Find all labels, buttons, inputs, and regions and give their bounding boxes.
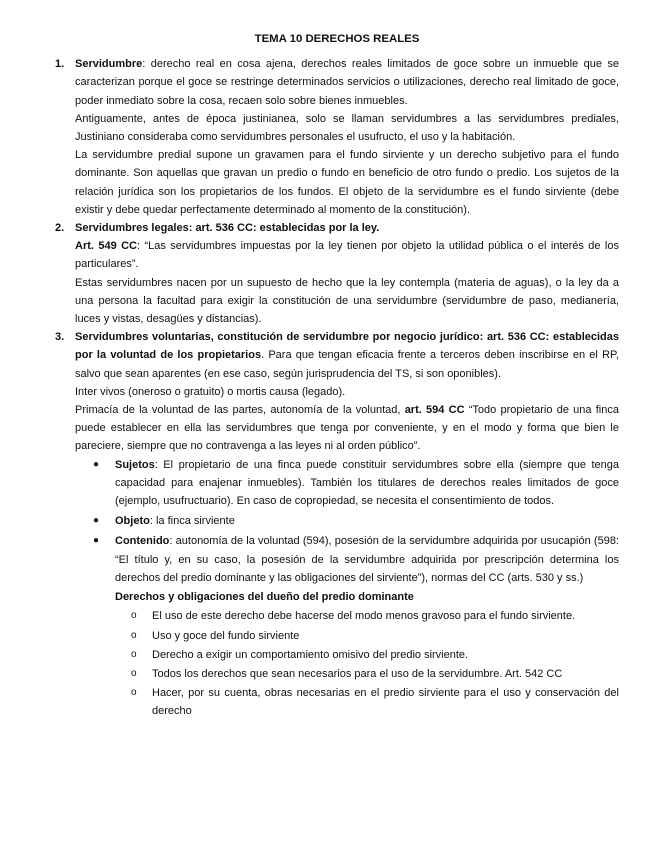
sub-item-text: Uso y goce del fundo sirviente	[152, 629, 300, 642]
section-heading: Servidumbres voluntarias, constitución de servidumbre por negocio jurídico: art. 536 CC: establecidas por la voluntad de los propietarios	[75, 331, 619, 362]
bullet-term: Sujetos	[115, 458, 155, 471]
paragraph: Estas servidumbres nacen por un supuesto de hecho que la ley contempla (materia de aguas), o la ley da a una persona la facultad para exigir la constitución de una servidumbre (servidumbre de paso, medianería, luces y vistas, desagües y distancias).	[75, 276, 619, 326]
sub-item-text: Todos los derechos que sean necesarios para el uso de la servidumbre. Art. 542 CC	[152, 667, 563, 680]
bullet-icon: ●	[93, 458, 100, 470]
sub-list-item	[131, 665, 619, 683]
paragraph	[75, 237, 619, 273]
paragraph	[75, 328, 619, 383]
bullet-text	[115, 532, 619, 587]
bullet-item-objeto	[93, 512, 619, 530]
sub-list-item	[131, 684, 619, 720]
paragraph: Inter vivos (oneroso o gratuito) o mortis causa (legado).	[75, 385, 346, 398]
main-list	[55, 55, 619, 720]
subheading: Derechos y obligaciones del dueño del predio dominante	[115, 591, 414, 604]
sub-list-item	[131, 627, 619, 645]
circle-bullet-icon: o	[131, 610, 137, 622]
bullet-text	[115, 456, 619, 511]
bullet-item-sujetos	[93, 456, 619, 511]
section-number: 3.	[55, 331, 65, 344]
circle-bullet-icon: o	[131, 667, 137, 679]
section-servidumbre	[55, 55, 619, 219]
sub-list-item	[131, 646, 619, 664]
circle-bullet-icon: o	[131, 629, 137, 641]
article-ref: art. 594 CC	[404, 404, 465, 417]
paragraph-text: : “Las servidumbres impuestas por la ley tienen por objeto la utilidad pública o el interés de los particulares”.	[75, 240, 619, 271]
bullet-term: Contenido	[115, 535, 170, 548]
section-number: 2.	[55, 222, 65, 235]
paragraph-text: Primacía de la voluntad de las partes, autonomía de la voluntad,	[75, 404, 405, 417]
sub-item-text: Derecho a exigir un comportamiento omisivo del predio sirviente.	[152, 648, 469, 661]
sub-item-text: Hacer, por su cuenta, obras necesarias en el predio sirviente para el uso y conservación del derecho	[152, 687, 619, 718]
sub-list	[115, 607, 619, 720]
bullet-desc: : autonomía de la voluntad (594), posesión de la servidumbre adquirida por usucapión (598: “El título y, en su caso, la posesión de la servidumbre adquirida por prescripción determina los derechos del predio dominante y las obligaciones del sirviente”), normas del CC (arts. 530 y ss.)	[115, 535, 619, 584]
article-ref: Art. 549 CC	[75, 240, 137, 253]
bullet-icon: ●	[93, 515, 100, 527]
section-servidumbres-voluntarias	[55, 328, 619, 720]
circle-bullet-icon: o	[131, 648, 137, 660]
bullet-list	[75, 456, 619, 721]
section-servidumbres-legales	[55, 219, 619, 328]
circle-bullet-icon: o	[131, 687, 137, 699]
paragraph	[75, 401, 619, 456]
sub-item-text: El uso de este derecho debe hacerse del modo menos gravoso para el fundo sirviente.	[152, 610, 576, 623]
sub-list-item	[131, 607, 619, 625]
paragraph	[75, 219, 619, 237]
page-title: TEMA 10 DERECHOS REALES	[254, 33, 420, 45]
paragraph-text: . Para que tengan eficacia frente a terceros deben inscribirse en el RP, salvo que sean aparentes (en ese caso, según jurisprudencia del TS, si son oponibles).	[75, 349, 619, 380]
bullet-icon: ●	[93, 535, 100, 547]
section-number: 1.	[55, 58, 65, 71]
paragraph-text: : derecho real en cosa ajena, derechos reales limitados de goce sobre un inmueble que se caracterizan porque el goce se restringe determinados servicios o utilizaciones, derecho real limitado de goce, poder inmediato sobre la cosa, recaen solo sobre bienes inmuebles.	[75, 58, 619, 107]
bullet-item-contenido	[93, 532, 619, 720]
paragraph: La servidumbre predial supone un gravamen para el fundo sirviente y un derecho subjetivo para el fundo dominante. Son aquellas que gravan un predio o fundo en beneficio de otro fundo o predio. Los sujetos de la relación jurídica son los propietarios de los fundos. El objeto de la servidumbre es el fundo sirviente (debe existir y debe quedar perfectamente determinado al momento de la constitución).	[75, 149, 619, 216]
paragraph-text: “Todo propietario de una finca puede establecer en ella las servidumbres que tenga por conveniente, y en el modo y forma que bien le pareciere, siempre que no contravenga a las leyes ni al orden público”.	[75, 404, 619, 453]
paragraph: Antiguamente, antes de época justinianea, solo se llaman servidumbres a las servidumbres prediales, Justiniano consideraba como servidumbres personales el usufructo, el uso y la habitación.	[75, 112, 619, 144]
section-heading: Servidumbres legales: art. 536 CC: establecidas por la ley.	[75, 222, 380, 235]
bullet-desc: : la finca sirviente	[149, 515, 235, 528]
bullet-term: Objeto	[115, 515, 150, 528]
bullet-desc: : El propietario de una finca puede constituir servidumbres sobre ella (siempre que tenga capacidad para enajenar inmuebles). También los titulares de derechos reales limitados de goce (ejemplo, usufructuario). En caso de copropiedad, se necesita el consentimiento de todos.	[115, 458, 619, 508]
bullet-text	[115, 512, 619, 530]
term-servidumbre: Servidumbre	[75, 58, 143, 71]
paragraph	[75, 55, 619, 110]
